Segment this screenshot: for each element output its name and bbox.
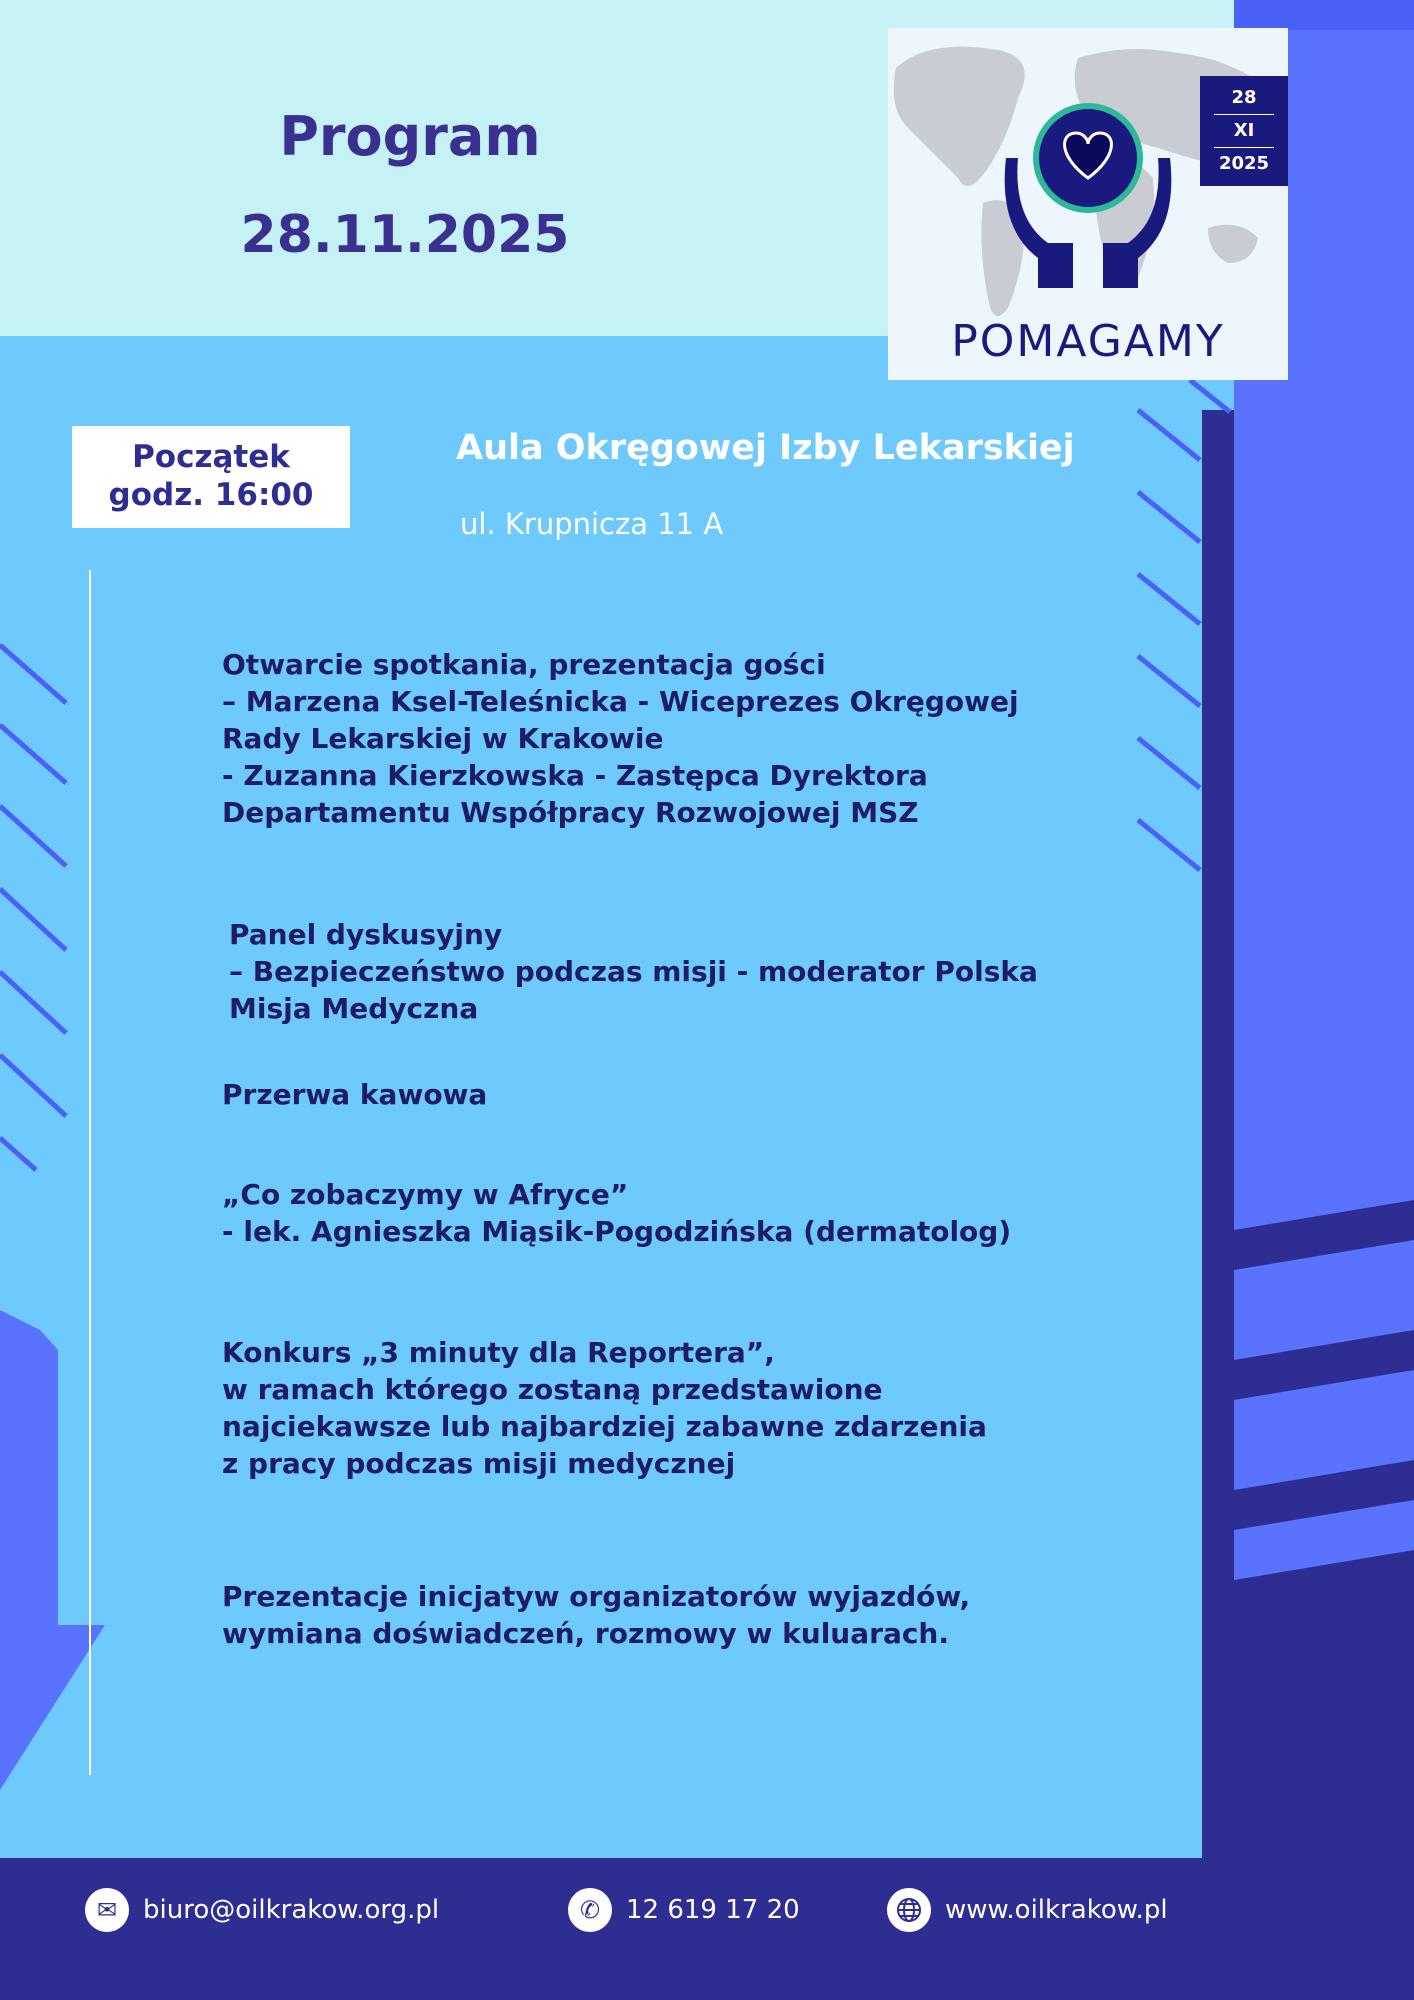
badge-day: 28 [1231, 87, 1257, 108]
program-line: Konkurs „3 minuty dla Reportera”, [222, 1336, 775, 1369]
badge-year: 2025 [1218, 153, 1270, 174]
program-line: Rady Lekarskiej w Krakowie [222, 722, 664, 755]
date-badge [1200, 76, 1288, 186]
program-line: Misja Medyczna [229, 992, 479, 1025]
program-item-opening [222, 646, 1019, 831]
venue-address: ul. Krupnicza 11 A [460, 507, 724, 541]
program-line: w ramach którego zostaną przedstawione [222, 1373, 883, 1406]
program-line: - Zuzanna Kierzkowska - Zastępca Dyrektora [222, 759, 928, 792]
page-title: Program [279, 105, 541, 168]
phone-text: 12 619 17 20 [626, 1895, 800, 1925]
start-time-box [72, 426, 350, 528]
program-line: Panel dyskusyjny [229, 918, 503, 951]
badge-month: XI [1233, 120, 1255, 141]
program-item-contest [222, 1334, 987, 1482]
logo-wordmark: POMAGAMY [951, 316, 1225, 367]
timeline-divider [89, 570, 91, 1775]
program-line: z pracy podczas misji medycznej [222, 1447, 736, 1480]
event-date: 28.11.2025 [240, 205, 570, 265]
program-item-africa [222, 1176, 1011, 1250]
program-line: „Co zobaczymy w Afryce” [222, 1178, 629, 1211]
venue-name: Aula Okręgowej Izby Lekarskiej [456, 428, 1075, 468]
program-line: - lek. Agnieszka Miąsik-Pogodzińska (dermatolog) [222, 1215, 1012, 1248]
footer-website[interactable] [887, 1888, 1168, 1932]
program-line: najciekawsze lub najbardziej zabawne zdarzenia [222, 1410, 987, 1443]
website-text: www.oilkrakow.pl [945, 1895, 1168, 1925]
program-line: Przerwa kawowa [222, 1078, 488, 1111]
program-item-presentations [222, 1578, 970, 1652]
start-label: Początek [132, 439, 290, 475]
program-line: – Marzena Ksel-Teleśnicka - Wiceprezes Okręgowej [222, 685, 1019, 718]
phone-icon: ✆ [568, 1888, 612, 1932]
footer-email[interactable] [85, 1888, 439, 1932]
envelope-icon: ✉ [85, 1888, 129, 1932]
email-text: biuro@oilkrakow.org.pl [143, 1895, 440, 1925]
start-hour: godz. 16:00 [108, 477, 314, 513]
footer-phone[interactable] [568, 1888, 800, 1932]
program-line: Prezentacje inicjatyw organizatorów wyjazdów, [222, 1580, 971, 1613]
program-item-break [222, 1076, 487, 1113]
program-line: wymiana doświadczeń, rozmowy w kuluarach. [222, 1617, 950, 1650]
program-line: Otwarcie spotkania, prezentacja gości [222, 648, 826, 681]
program-line: Departamentu Współpracy Rozwojowej MSZ [222, 796, 919, 829]
program-item-panel [229, 916, 1038, 1027]
globe-icon [887, 1888, 931, 1932]
right-decor-top [1234, 0, 1414, 30]
program-line: – Bezpieczeństwo podczas misji - moderator Polska [229, 955, 1038, 988]
